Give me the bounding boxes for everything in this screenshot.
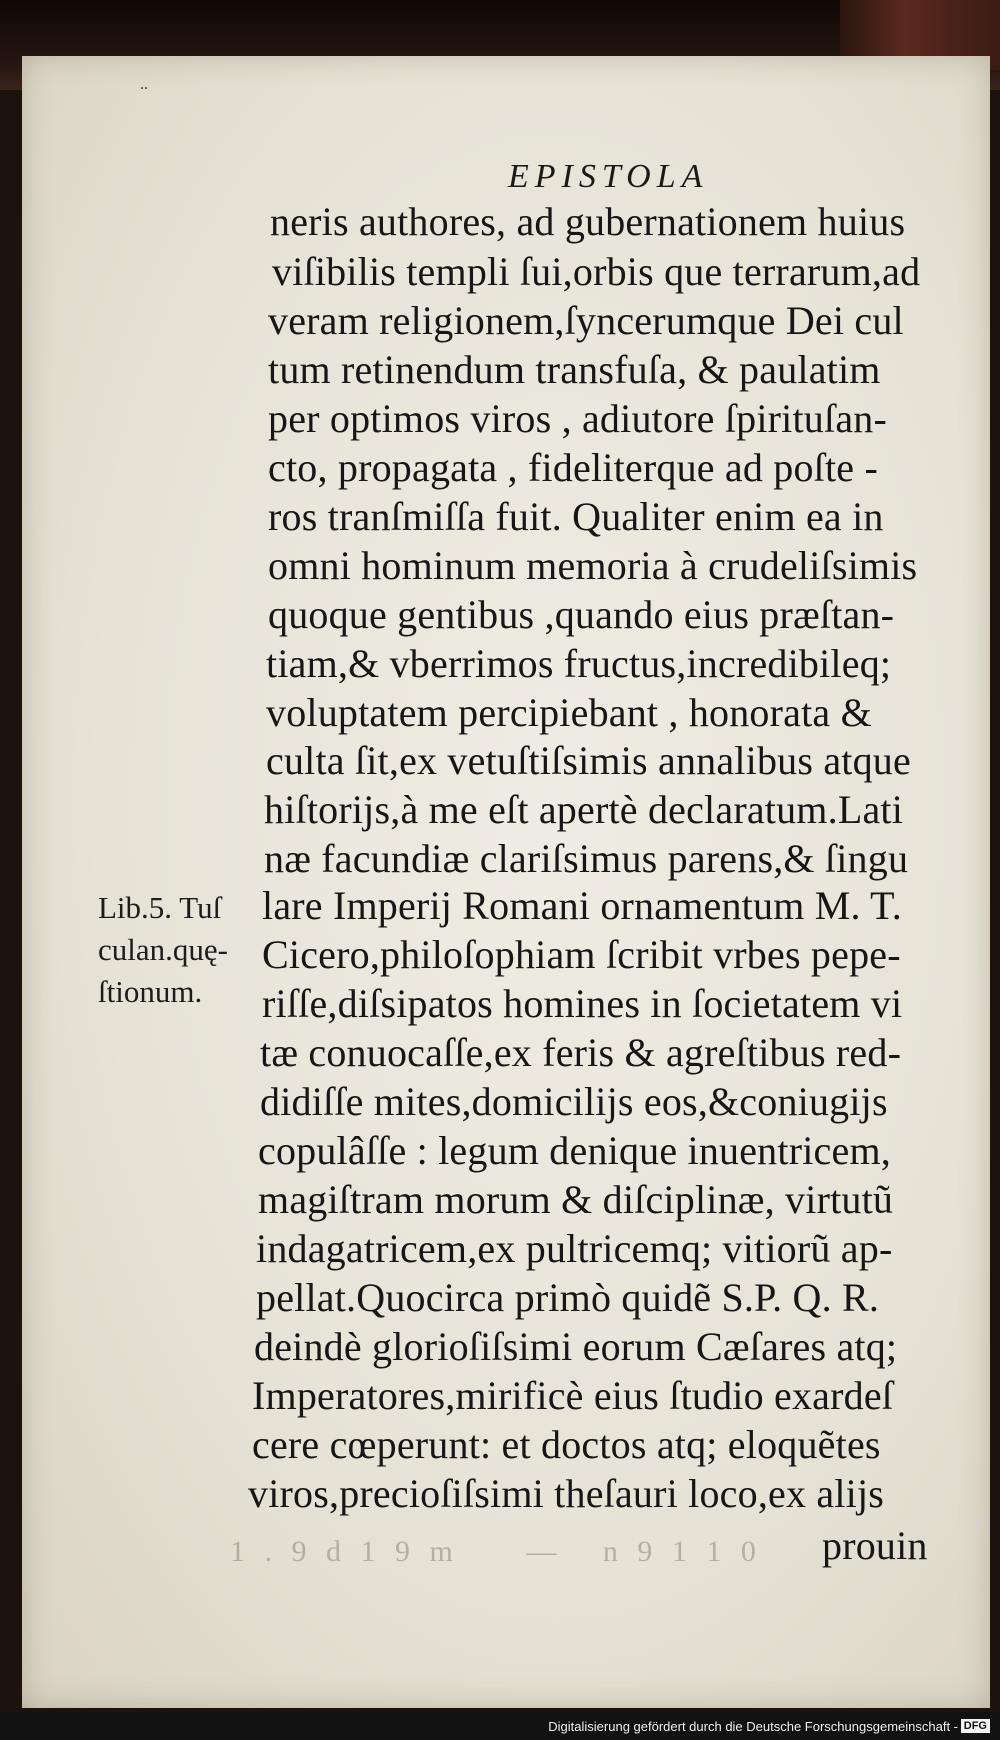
text-line: tiam,& vberrimos fructus,incredibileq;: [266, 641, 892, 686]
show-through-text: 1 . 9 d 1 9 m — n 9 1 1 0: [230, 1535, 762, 1568]
text-line: næ facundiæ clariſsimus parens,& ſingu: [264, 836, 909, 881]
margin-note-line: Lib.5. Tuſ: [98, 890, 222, 925]
text-line: ros tranſmiſſa fuit. Qualiter enim ea in: [268, 494, 884, 539]
text-line: tum retinendum transfuſa, & paulatim: [268, 347, 881, 392]
text-line: didiſſe mites,domicilijs eos,&coniugijs: [260, 1079, 888, 1124]
text-line: cto, propagata , fideliterque ad poſte -: [268, 445, 878, 490]
text-line: omni hominum memoria à crudeliſsimis: [268, 543, 918, 588]
text-line: lare Imperij Romani ornamentum M. T.: [262, 883, 903, 928]
text-line: riſſe,diſsipatos homines in ſocietatem vi: [262, 981, 903, 1026]
margin-note-line: culan.quę-: [98, 932, 228, 967]
text-line: deindè glorioſiſsimi eorum Cæſares atq;: [254, 1324, 898, 1369]
dfg-logo: DFG: [961, 1719, 990, 1733]
text-line: tæ conuocaſſe,ex feris & agreſtibus red-: [260, 1030, 902, 1075]
text-line: voluptatem percipiebant , honorata &: [266, 690, 872, 735]
page-mark: ..: [140, 76, 148, 93]
text-line: Imperatores,mirificè eius ſtudio exardeſ: [252, 1373, 894, 1418]
text-line: per optimos viros , adiutore ſpirituſan-: [268, 396, 887, 441]
text-line: veram religionem,ſyncerumque Dei cul: [268, 298, 904, 343]
digitization-credit: Digitalisierung gefördert durch die Deutsche Forschungsgemeinschaft -: [548, 1719, 958, 1734]
text-line: magiſtram morum & diſciplinæ, virtutũ: [258, 1177, 894, 1222]
text-line: Cicero,philoſophiam ſcribit vrbes pepe-: [262, 932, 901, 977]
text-line: hiſtorijs,à me eſt apertè declaratum.Lati: [264, 787, 904, 832]
text-line: viſibilis templi ſui,orbis que terrarum,ad: [272, 249, 921, 294]
text-line: quoque gentibus ,quando eius præſtan-: [268, 592, 895, 637]
text-line: copulâſſe : legum denique inuentricem,: [258, 1128, 891, 1173]
text-line: indagatricem,ex pultricemq; vitiorũ ap-: [256, 1226, 893, 1271]
text-line: cere cœperunt: et doctos atq; eloquẽtes: [252, 1422, 881, 1467]
running-head: EPISTOLA: [508, 158, 709, 195]
text-line: viros,precioſiſsimi theſauri loco,ex alijs: [248, 1471, 885, 1516]
catchword: prouin: [822, 1523, 928, 1568]
text-line: neris authores, ad gubernationem huius: [270, 199, 906, 244]
margin-note-line: ſtionum.: [98, 974, 203, 1009]
text-line: pellat.Quocirca primò quidẽ S.P. Q. R.: [256, 1275, 880, 1320]
text-line: culta ſit,ex vetuſtiſsimis annalibus atque: [266, 738, 911, 783]
